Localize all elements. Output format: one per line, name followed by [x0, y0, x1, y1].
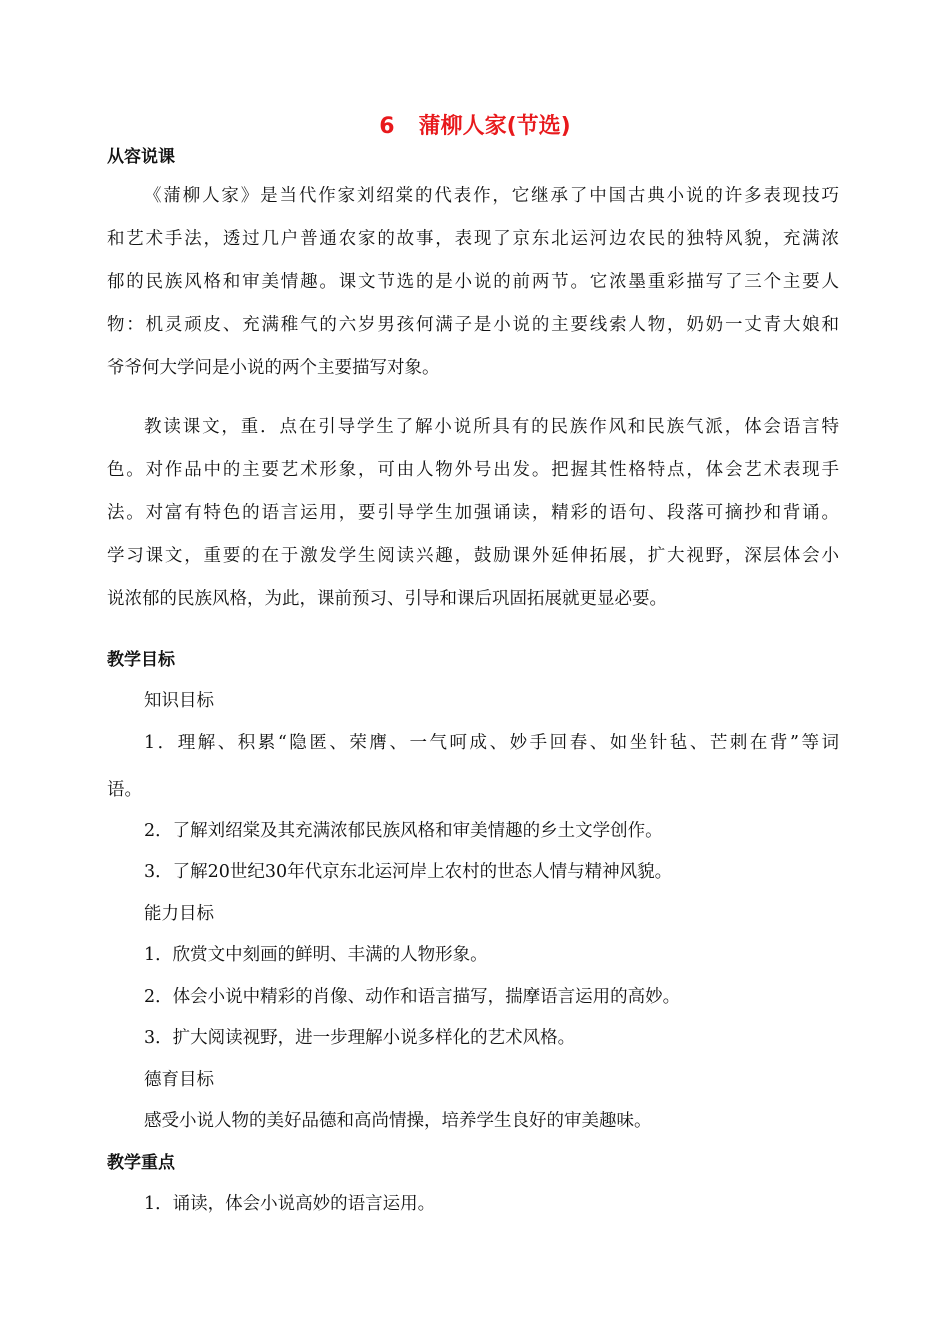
- intro-p1-line: 爷爷何大学问是小说的两个主要描写对象。: [107, 358, 440, 378]
- intro-p2-line: 学习课文，重要的在于激发学生阅读兴趣，鼓励课外延伸拓展，扩大视野，深层体会小: [107, 546, 839, 566]
- intro-p1-line: 物：机灵顽皮、充满稚气的六岁男孩何满子是小说的主要线索人物，奶奶一丈青大娘和: [107, 315, 839, 335]
- lesson-title: [0, 112, 950, 142]
- knowledge-goal-label: 知识目标: [144, 691, 214, 711]
- section-heading-focus: 教学重点: [107, 1153, 175, 1173]
- ability-item-3: 3．扩大阅读视野，进一步理解小说多样化的艺术风格。: [144, 1028, 576, 1048]
- intro-p1-line: 和艺术手法，透过几户普通农家的故事，表现了京东北运河边农民的独特风貌，充满浓: [107, 229, 839, 249]
- moral-goal-label: 德育目标: [144, 1070, 214, 1090]
- intro-p2-line: 法。对富有特色的语言运用，要引导学生加强诵读，精彩的语句、段落可摘抄和背诵。: [107, 503, 839, 523]
- ability-goal-label: 能力目标: [144, 904, 214, 924]
- intro-p1-line: 郁的民族风格和审美情趣。课文节选的是小说的前两节。它浓墨重彩描写了三个主要人: [107, 272, 839, 292]
- intro-p2-line: 教读课文，重．点在引导学生了解小说所具有的民族作风和民族气派，体会语言特: [144, 417, 839, 437]
- ability-item-1: 1．欣赏文中刻画的鲜明、丰满的人物形象。: [144, 945, 488, 965]
- lesson-number: 6: [379, 114, 395, 139]
- knowledge-item-3: 3．了解20世纪30年代京东北运河岸上农村的世态人情与精神风貌。: [144, 862, 673, 882]
- moral-item-1: 感受小说人物的美好品德和高尚情操，培养学生良好的审美趣味。: [144, 1111, 652, 1131]
- intro-p2-line: 说浓郁的民族风格，为此，课前预习、引导和课后巩固拓展就更显必要。: [107, 589, 667, 609]
- knowledge-item-1-cont: 语。: [107, 780, 142, 800]
- lesson-title-text: 蒲柳人家(节选): [418, 114, 571, 139]
- ability-item-2: 2．体会小说中精彩的肖像、动作和语言描写，揣摩语言运用的高妙。: [144, 987, 681, 1007]
- intro-p2-line: 色。对作品中的主要艺术形象，可由人物外号出发。把握其性格特点，体会艺术表现手: [107, 460, 839, 480]
- knowledge-item-1: 1．理解、积累“隐匿、荣膺、一气呵成、妙手回春、如坐针毡、芒刺在背”等词: [144, 733, 839, 753]
- section-heading-goals: 教学目标: [107, 650, 175, 670]
- knowledge-item-2: 2．了解刘绍棠及其充满浓郁民族风格和审美情趣的乡土文学创作。: [144, 821, 663, 841]
- focus-item-1: 1．诵读，体会小说高妙的语言运用。: [144, 1194, 436, 1214]
- intro-p1-line: 《蒲柳人家》是当代作家刘绍棠的代表作，它继承了中国古典小说的许多表现技巧: [144, 186, 839, 206]
- section-heading-intro: 从容说课: [107, 147, 175, 167]
